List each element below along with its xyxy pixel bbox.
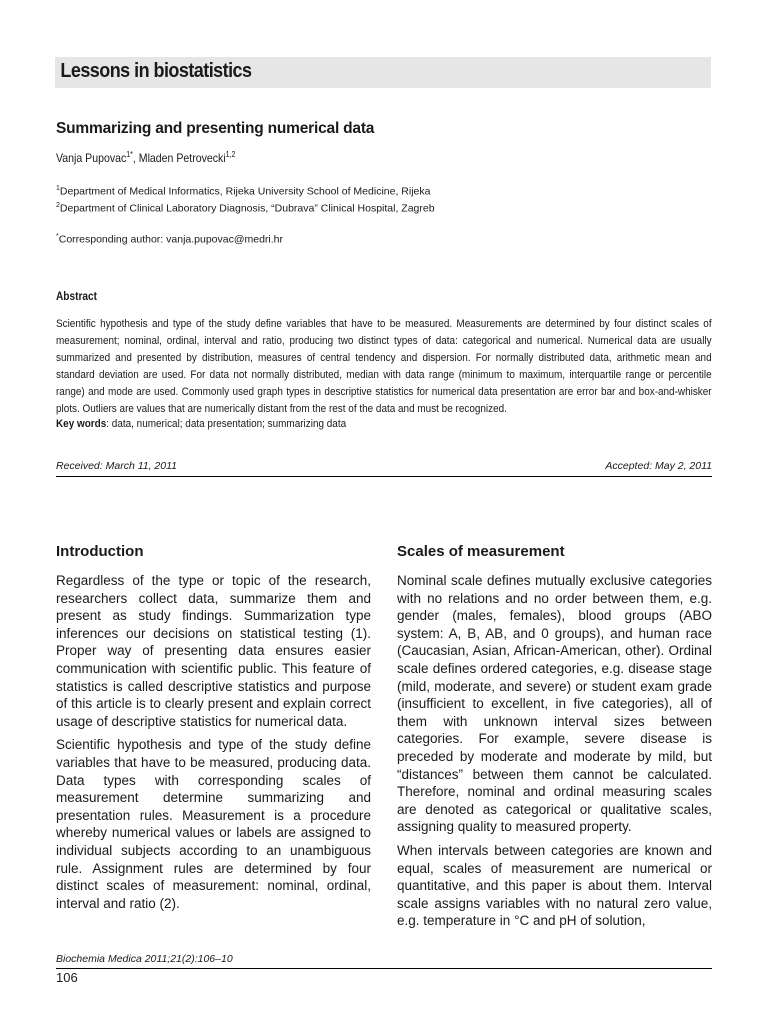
received-date: Received: March 11, 2011 xyxy=(56,460,178,472)
keywords-text: : data, numerical; data presentation; summarizing data xyxy=(106,418,347,430)
author-separator: , xyxy=(132,151,139,165)
page-number: 106 xyxy=(56,970,78,985)
introduction-heading: Introduction xyxy=(56,543,144,560)
footer-divider xyxy=(56,968,712,969)
accepted-date: Accepted: May 2, 2011 xyxy=(605,460,712,472)
author-1: Vanja Pupovac xyxy=(56,151,127,165)
author-1-affiliation: 1* xyxy=(126,150,133,159)
author-2: Mladen Petrovecki xyxy=(138,151,226,165)
corresponding-author xyxy=(56,233,283,246)
corresponding-marker: * xyxy=(56,233,59,240)
article-title: Summarizing and presenting numerical data xyxy=(56,120,375,137)
affiliation-2-marker: 2 xyxy=(56,202,60,209)
scales-paragraph: Nominal scale defines mutually exclusive categories with no relations and no order between them, e.g. gender (males, females), blood groups (ABO system: A, B, AB, and 0 groups), and human race (Caucasian, Asian, African-American, other). Ordinal scale defines ordered categories, e.g. disease stage (mild, moderate, and severe) or student exam grade (insufficient to excellent, in five categories), all of them with unknown interval sizes between categories. For example, severe disease is preceded by moderate and moderate by mild, but “distances” between them cannot be calculated. Therefore, nominal and ordinal measuring scales are denoted as categorical or qualitative scales, assigning quality to measured property. xyxy=(397,573,712,835)
affiliation-2 xyxy=(56,202,435,215)
keywords xyxy=(56,418,346,430)
scales-paragraph: When intervals between categories are known and equal, scales of measurement are numerical or quantitative, and this paper is about them. Interval scale assigns variables with no natural zero value, e.g. temperature in °C and pH of solution, xyxy=(397,842,712,929)
affiliation-1-marker: 1 xyxy=(56,185,60,192)
abstract-text: Scientific hypothesis and type of the study define variables that have to be measured. Measurements are determined by four distinct scales of measurement; nominal, ordinal, interval and ratio, producing two distinct types of data: categorical and numerical. Numerical data are usually summarized and presented by distribution, measures of central tendency and dispersion. For normally distributed data, arithmetic mean and standard deviation are used. For data not normally distributed, median with data range (minimum to maximum, interquartile range or percentile range) and mode are used. Commonly used graph types in descriptive statistics for numerical data presentation are error bar and box-and-whisker plots. Outliers are values that are numerically distant from the rest of the data and must be recognized. xyxy=(56,318,712,416)
abstract-heading: Abstract xyxy=(56,291,98,303)
journal-citation: Biochemia Medica 2011;21(2):106–10 xyxy=(56,953,233,965)
keywords-label: Key words xyxy=(56,418,107,430)
authors xyxy=(56,150,235,165)
article-dates xyxy=(56,460,712,477)
affiliation-1 xyxy=(56,185,430,198)
scales-column xyxy=(397,572,712,936)
introduction-paragraph: Regardless of the type or topic of the research, researchers collect data, summarize them and present as study findings. Summarization type inferences our decisions on statistical testing (1). Proper way of presenting data ensures easier communication with scientific public. This feature of statistics is called descriptive statistics and purpose of this article is to clearly present and explain correct usage of descriptive statistics for numerical data. xyxy=(56,573,371,729)
introduction-column xyxy=(56,572,371,918)
affiliation-1-text: Department of Medical Informatics, Rijeka University School of Medicine, Rijeka xyxy=(59,185,431,198)
scales-heading: Scales of measurement xyxy=(397,543,565,560)
affiliation-2-text: Department of Clinical Laboratory Diagnosis, “Dubrava” Clinical Hospital, Zagreb xyxy=(59,202,435,215)
introduction-paragraph: Scientific hypothesis and type of the study define variables that have to be measured, producing data. Data types with corresponding scales of measurement determine summarizing and presentation rules. Measurement is a procedure whereby numerical values or labels are assigned to individual subjects according to an unambiguous rule. Assignment rules are determined by four distinct scales of measurement: nominal, ordinal, interval and ratio (2). xyxy=(56,737,371,911)
corresponding-author-text: Corresponding author: vanja.pupovac@medri.hr xyxy=(58,233,284,246)
section-header-band xyxy=(55,57,711,88)
author-2-affiliation: 1,2 xyxy=(225,150,236,159)
section-header: Lessons in biostatistics xyxy=(60,60,252,82)
